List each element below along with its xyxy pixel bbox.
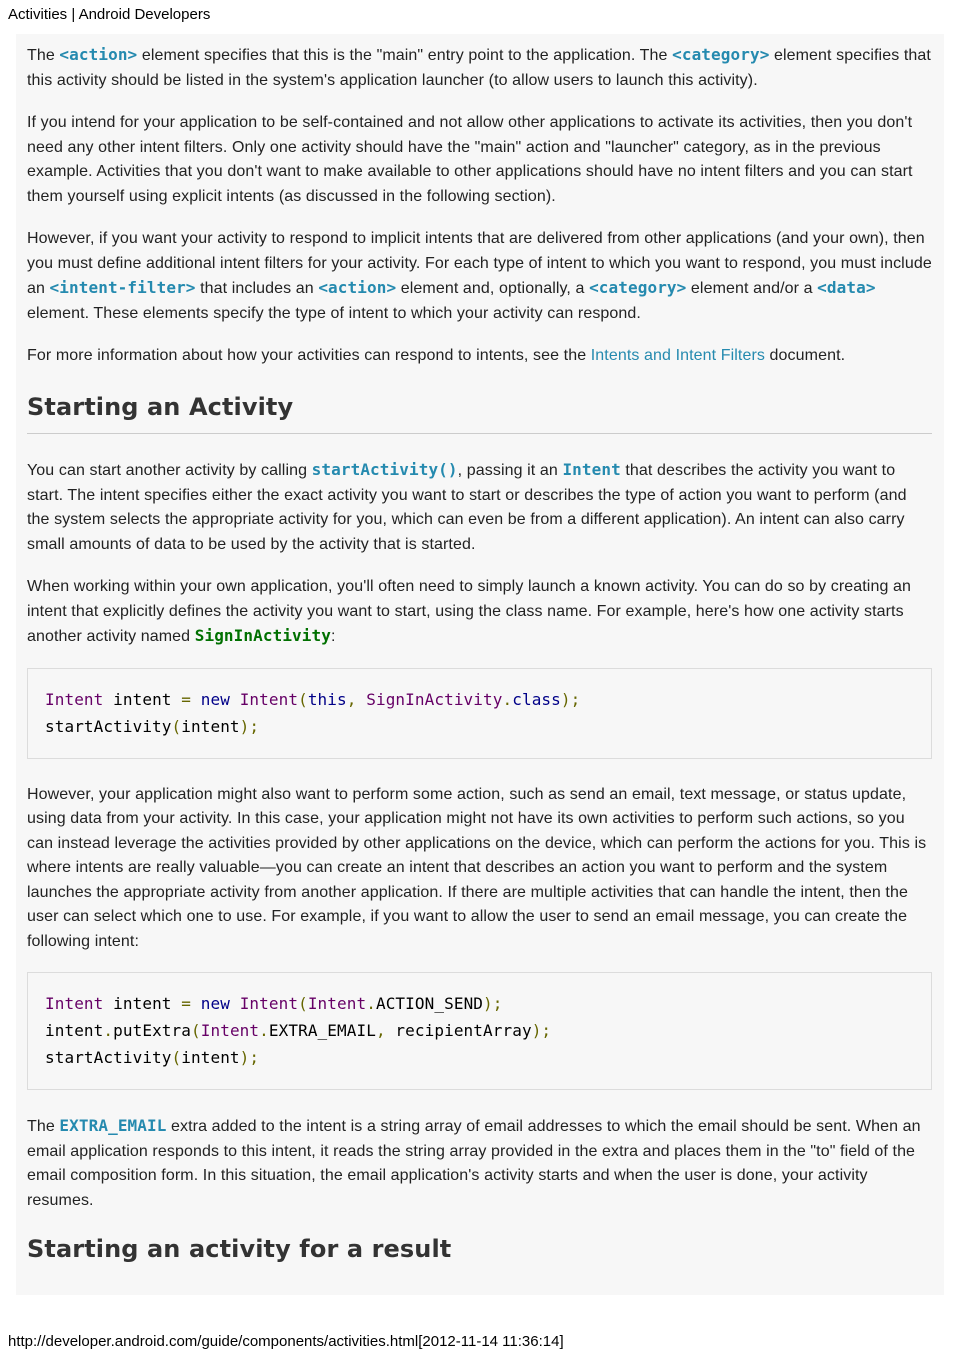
paragraph-implicit-action: However, your application might also want to perform some action, such as send an email, text message, or status update, using data from your activity. In this case, your application might not have its own activities to perform such actions, so you can instead leverage the activities provided by other applications on the device, which can perform the actions for you. This is where intents are really valuable—you can create an intent that describes an action you want to perform and the system launches the appropriate activity from another application. If there are multiple activities that can handle the intent, then the user can select which one to use. For example, if you want to allow the user to send an email message, you can create the following intent: [27,785,927,950]
text: that describes the activity you want to start. The intent specifies either the exact activity you want to start or describes the type of action you want to perform (and the system selects the appropriate activity for you, which can even be from a different application). An intent can also carry small amounts of data to be used by the activity that is started. [27,462,907,553]
code-token: ACTION_SEND [375,994,484,1013]
code-token: Intent [45,994,104,1013]
code-token: Intent [239,689,299,709]
code-token [230,690,240,709]
code-action-tag[interactable]: <action> [59,45,138,64]
code-token: SignInActivity [366,689,503,709]
code-token: intent [181,1048,240,1067]
code-token: = [181,994,192,1013]
code-token: ); [239,1048,260,1067]
code-token: ( [171,716,182,736]
code-token: = [181,689,192,709]
text: : [331,628,336,645]
code-token: Intent [307,994,367,1013]
text: element. These elements specify the type of intent to which your activity can respond. [27,304,641,322]
text: element and/or a [686,280,818,297]
text: When working within your own application, you'll often need to simply launch a known activity. You can do so by creating an intent that explicitly defines the activity you want to start, using the class name. For example, here's how one activity starts another activity named [27,578,912,645]
code-action-tag[interactable]: <action> [318,278,397,297]
code-token: . [366,994,376,1013]
code-data-tag[interactable]: <data> [817,278,876,297]
code-token [230,994,240,1013]
code-token: class [512,689,561,709]
paragraph-implicit-intents [27,227,932,326]
article-content [27,43,932,1262]
text: You can start another activity by calling [27,462,312,479]
paragraph-action-category [27,43,932,93]
paragraph-extra-email [27,1114,932,1213]
text: However, if you want your activity to respond to implicit intents that are delivered from other applications (and your own), then you must define additional intent filters for your activity. For each type of intent to which you want to respond, you must include an [27,230,932,297]
code-token: ); [560,689,581,709]
text: The [27,47,60,64]
code-category-tag[interactable]: <category> [589,278,687,297]
code-token: startActivity [45,1048,172,1067]
paragraph-explicit-intent [27,575,932,650]
text: extra added to the intent is a string array of email addresses to which the email should be sent. When an email application responds to this intent, it reads the string array provided in the extra and places them in the "to" field of the email composition form. In this situation, the email application's activity starts and when the user is done, your activity resumes. [27,1118,921,1209]
page-footer-url: http://developer.android.com/guide/components/activities.html[2012-11-14 11:36:14] [8,1333,564,1350]
code-token: recipientArray [385,1021,532,1040]
code-token: , [375,1021,386,1040]
code-token: EXTRA_EMAIL [268,1021,376,1040]
section-heading-activity-result: Starting an activity for a result [27,1235,452,1263]
code-line [45,713,914,740]
text: document. [765,347,846,364]
code-token [191,994,201,1013]
code-token: ); [483,994,503,1013]
code-startactivity-link[interactable]: startActivity() [311,460,458,479]
code-token: ); [531,1021,552,1040]
paragraph-more-info [27,344,932,369]
code-token: . [103,1021,114,1040]
code-token: intent [103,994,182,1013]
paragraph-self-contained: If you intend for your application to be self-contained and not allow other applications to activate its activities, then you don't need any other intent filters. Only one activity should have the "main" action and "launcher" category, as in the previous example. Activities that you don't want to make available to other applications should have no intent filters and you can start them yourself using explicit intents (as discussed in the following section). [27,114,913,205]
code-extra-email-link[interactable]: EXTRA_EMAIL [59,1116,167,1135]
code-token: Intent [200,1021,260,1040]
code-line [45,990,914,1017]
code-line [45,686,914,713]
code-token: ( [191,1021,201,1040]
text: element specifies that this is the "main" entry point to the application. The [137,47,673,64]
code-token: ); [239,716,260,736]
page-header-title: Activities | Android Developers [8,6,211,23]
intents-filters-link[interactable]: Intents and Intent Filters [590,347,765,364]
text: , passing it an [457,462,563,479]
code-token: putExtra [113,1021,192,1040]
code-intent-link[interactable]: Intent [562,460,621,479]
code-token: ( [298,689,308,709]
paragraph-start-activity [27,458,932,557]
text: The [27,1118,60,1135]
code-token: intent [181,716,240,736]
code-line [45,1017,914,1044]
code-token: , [346,689,367,709]
code-line [45,1044,914,1071]
code-signinactivity: SignInActivity [194,626,331,645]
code-block-explicit-intent [27,668,932,759]
code-token: intent [103,689,182,709]
code-category-tag[interactable]: <category> [672,45,770,64]
code-token: Intent [239,994,299,1013]
code-token: startActivity [45,716,172,736]
code-token: ( [171,1048,182,1067]
section-heading-starting-activity: Starting an Activity [27,392,294,421]
section-heading-starting-activity-wrap [27,392,932,435]
code-token: ( [298,994,308,1013]
code-token: new [200,689,230,709]
code-token: . [502,689,513,709]
code-token: this [307,689,347,709]
text: element and, optionally, a [396,280,590,297]
code-intent-filter-tag[interactable]: <intent-filter> [49,278,196,297]
code-token [191,690,201,709]
code-token: new [200,994,230,1013]
code-token: . [259,1021,269,1040]
code-token: Intent [45,689,104,709]
code-block-send-intent [27,972,932,1090]
code-token: intent [45,1021,104,1040]
text: element specifies that this activity should be listed in the system's application launcher (to allow users to launch this activity). [27,47,931,89]
text: For more information about how your activities can respond to intents, see the [27,347,591,364]
text: that includes an [195,280,319,297]
